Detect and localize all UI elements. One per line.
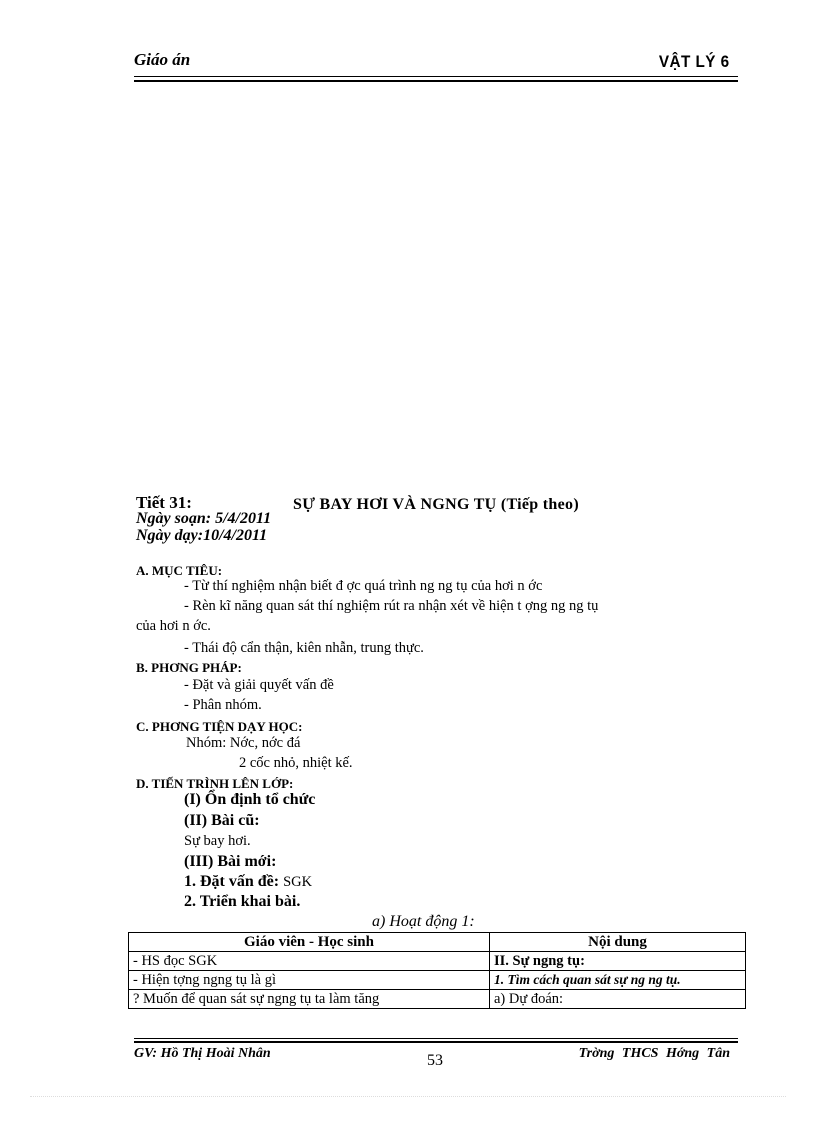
lesson-number: Tiết 31:	[136, 493, 192, 512]
table-header: Nội dung	[490, 933, 746, 952]
step-3-1-label: 1. Đặt vấn đề:	[184, 873, 280, 890]
step-2: (II) Bài cũ:	[184, 812, 260, 829]
material-item: Nhóm: Nớc, nớc đá	[186, 735, 301, 751]
lesson-title-main: SỰ BAY HƠI VÀ NGNG TỤ	[293, 496, 497, 513]
header-subject: VẬT LÝ 6	[659, 52, 730, 71]
method-item: - Đặt và giải quyết vấn đề	[184, 677, 334, 693]
footer-rule	[134, 1038, 738, 1039]
header-rule	[134, 76, 738, 77]
footer-school: Trờng THCS Hớng Tân	[578, 1046, 730, 1061]
table-cell: - Hiện tợng ngng tụ là gì	[129, 971, 490, 990]
header-rule-thick	[134, 80, 738, 82]
teach-date: Ngày dạy:10/4/2011	[136, 527, 268, 544]
table-header: Giáo viên - Học sinh	[129, 933, 490, 952]
step-3: (III) Bài mới:	[184, 853, 277, 870]
step-2-text: Sự bay hơi.	[184, 833, 251, 849]
step-3-2: 2. Triển khai bài.	[184, 893, 301, 910]
objective-item-cont: của hơi n ớc.	[136, 618, 211, 634]
section-d-title: D. TIẾN TRÌNH LÊN LỚP:	[136, 776, 294, 791]
objective-item: - Rèn kĩ năng quan sát thí nghiệm rút ra nhận xét về hiện t ợng ng ng tụ	[184, 598, 599, 614]
page-bottom-divider	[30, 1096, 786, 1097]
header-doc-type: Giáo án	[134, 50, 191, 69]
step-3-1	[184, 873, 312, 891]
table-cell: 1. Tìm cách quan sát sự ng ng tụ.	[490, 971, 746, 990]
footer-teacher: GV: Hồ Thị Hoài Nhân	[134, 1046, 271, 1061]
page-number: 53	[427, 1052, 443, 1069]
table-row	[129, 952, 746, 971]
section-a-title: A. MỤC TIÊU:	[136, 563, 223, 578]
step-1: (I) Ổn định tổ chức	[184, 791, 316, 808]
table-cell: a) Dự đoán:	[490, 990, 746, 1009]
step-3-1-text: SGK	[283, 874, 313, 890]
method-item: - Phân nhóm.	[184, 697, 262, 713]
table-row	[129, 990, 746, 1009]
table-cell: - HS đọc SGK	[129, 952, 490, 971]
activity-table	[128, 932, 746, 1009]
objective-item: - Từ thí nghiệm nhận biết đ ợc quá trình ng ng tụ của hơi n ớc	[184, 578, 543, 594]
section-b-title: B. PHƠNG PHÁP:	[136, 660, 242, 675]
prep-date: Ngày soạn: 5/4/2011	[136, 510, 272, 527]
activity-title: a) Hoạt động 1:	[372, 913, 475, 930]
objective-item: - Thái độ cẩn thận, kiên nhẫn, trung thực.	[184, 640, 424, 656]
table-cell: ? Muốn để quan sát sự ngng tụ ta làm tăng	[129, 990, 490, 1009]
lesson-title	[293, 496, 579, 514]
table-header-row	[129, 933, 746, 952]
lesson-title-suffix: (Tiếp theo)	[500, 496, 579, 513]
table-cell: II. Sự ngng tụ:	[490, 952, 746, 971]
footer-rule-thick	[134, 1041, 738, 1043]
section-c-title: C. PHƠNG TIỆN DẠY HỌC:	[136, 719, 303, 734]
material-item: 2 cốc nhỏ, nhiệt kế.	[239, 755, 353, 771]
table-row	[129, 971, 746, 990]
